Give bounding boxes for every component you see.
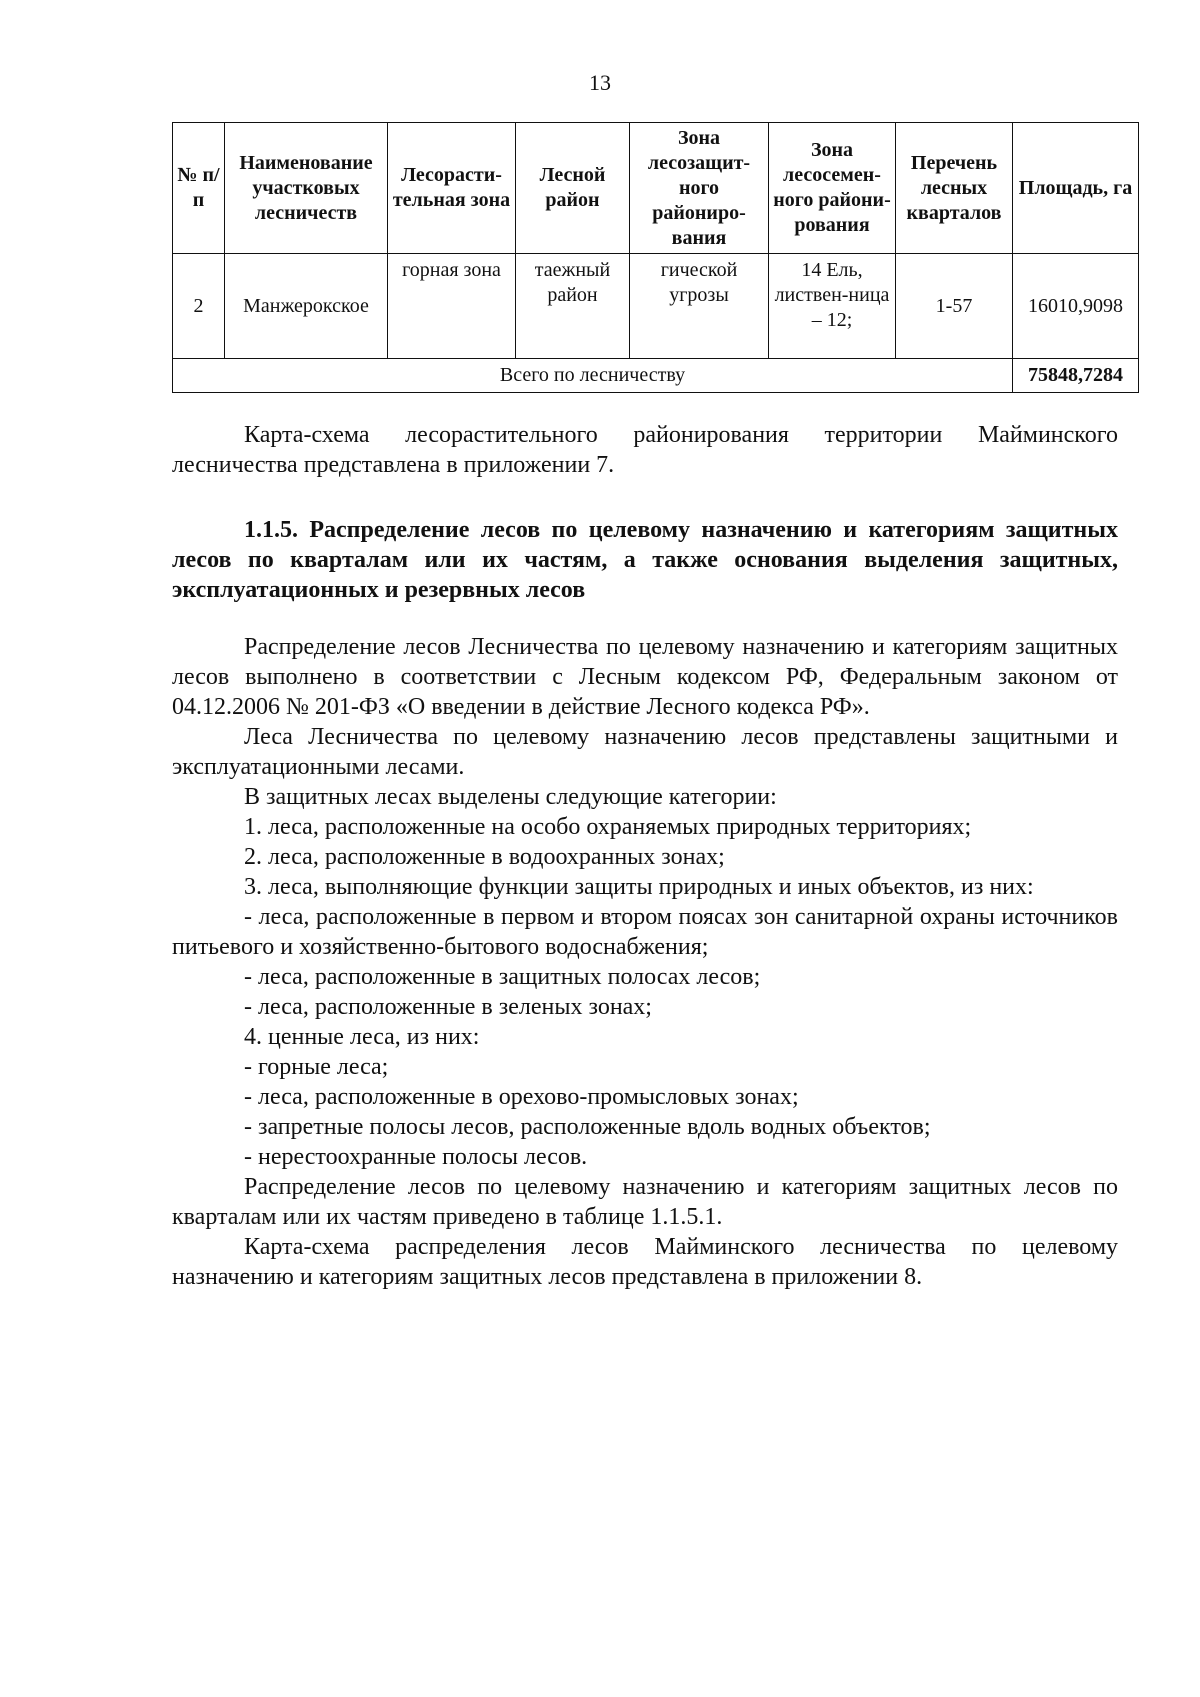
paragraph: Карта-схема распределения лесов Майминского лесничества по целевому назначению и категориям защитных лесов представлена в приложении 8.	[172, 1234, 1118, 1290]
cell-seed-zone: 14 Ель, листвен-ница – 12;	[769, 254, 896, 359]
total-label: Всего по лесничеству	[173, 359, 1013, 393]
map-paragraph-block	[172, 420, 1118, 480]
cell-area: 16010,9098	[1013, 254, 1139, 359]
header-seed-zone: Зона лесосемен-ного райони-рования	[769, 123, 896, 254]
header-name: Наименование участковых лесничеств	[225, 123, 388, 254]
header-area: Площадь, га	[1013, 123, 1139, 254]
table-row	[173, 254, 1139, 359]
total-value: 75848,7284	[1013, 359, 1139, 393]
forestry-table	[172, 122, 1139, 393]
list-item: 1. леса, расположенные на особо охраняемых природных территориях;	[244, 814, 972, 840]
table-total-row	[173, 359, 1139, 393]
cell-protect-zone: гической угрозы	[630, 254, 769, 359]
paragraph: Распределение лесов Лесничества по целевому назначению и категориям защитных лесов выполнено в соответствии с Лесным кодексом РФ, Федеральным законом от 04.12.2006 № 201-ФЗ «О введении в действие Лесного кодекса РФ».	[172, 634, 1118, 720]
cell-district: таежный район	[516, 254, 630, 359]
cell-zone: горная зона	[388, 254, 516, 359]
body-text	[172, 632, 1118, 1292]
header-protect-zone: Зона лесозащит-ного райониро-вания	[630, 123, 769, 254]
list-item: 4. ценные леса, из них:	[244, 1024, 480, 1050]
section-heading: 1.1.5. Распределение лесов по целевому назначению и категориям защитных лесов по кварталам или их частям, а также основания выделения защитных, эксплуатационных и резервных лесов	[172, 517, 1118, 603]
list-item: - горные леса;	[244, 1054, 389, 1080]
header-zone: Лесорасти-тельная зона	[388, 123, 516, 254]
header-district: Лесной район	[516, 123, 630, 254]
section-heading-block	[172, 515, 1118, 605]
header-number: № п/п	[173, 123, 225, 254]
paragraph: В защитных лесах выделены следующие категории:	[244, 784, 777, 810]
paragraph-map-reference: Карта-схема лесорастительного районирования территории Майминского лесничества представлена в приложении 7.	[172, 422, 1118, 478]
paragraph: Распределение лесов по целевому назначению и категориям защитных лесов по кварталам или их частям приведено в таблице 1.1.5.1.	[172, 1174, 1118, 1230]
list-item: 2. леса, расположенные в водоохранных зонах;	[244, 844, 725, 870]
cell-quarters: 1-57	[896, 254, 1013, 359]
list-item: 3. леса, выполняющие функции защиты природных и иных объектов, из них:	[244, 874, 1034, 900]
table-header-row	[173, 123, 1139, 254]
cell-number: 2	[173, 254, 225, 359]
page-number: 13	[589, 70, 611, 95]
cell-name: Манжерокское	[225, 254, 388, 359]
list-item: - леса, расположенные в орехово-промысловых зонах;	[244, 1084, 799, 1110]
list-item: - леса, расположенные в первом и втором поясах зон санитарной охраны источников питьевого и хозяйственно-бытового водоснабжения;	[172, 904, 1118, 960]
paragraph: Леса Лесничества по целевому назначению лесов представлены защитными и эксплуатационными лесами.	[172, 724, 1118, 780]
header-quarters: Перечень лесных кварталов	[896, 123, 1013, 254]
list-item: - леса, расположенные в защитных полосах лесов;	[244, 964, 761, 990]
list-item: - леса, расположенные в зеленых зонах;	[244, 994, 652, 1020]
list-item: - нерестоохранные полосы лесов.	[244, 1144, 588, 1170]
list-item: - запретные полосы лесов, расположенные вдоль водных объектов;	[244, 1114, 931, 1140]
